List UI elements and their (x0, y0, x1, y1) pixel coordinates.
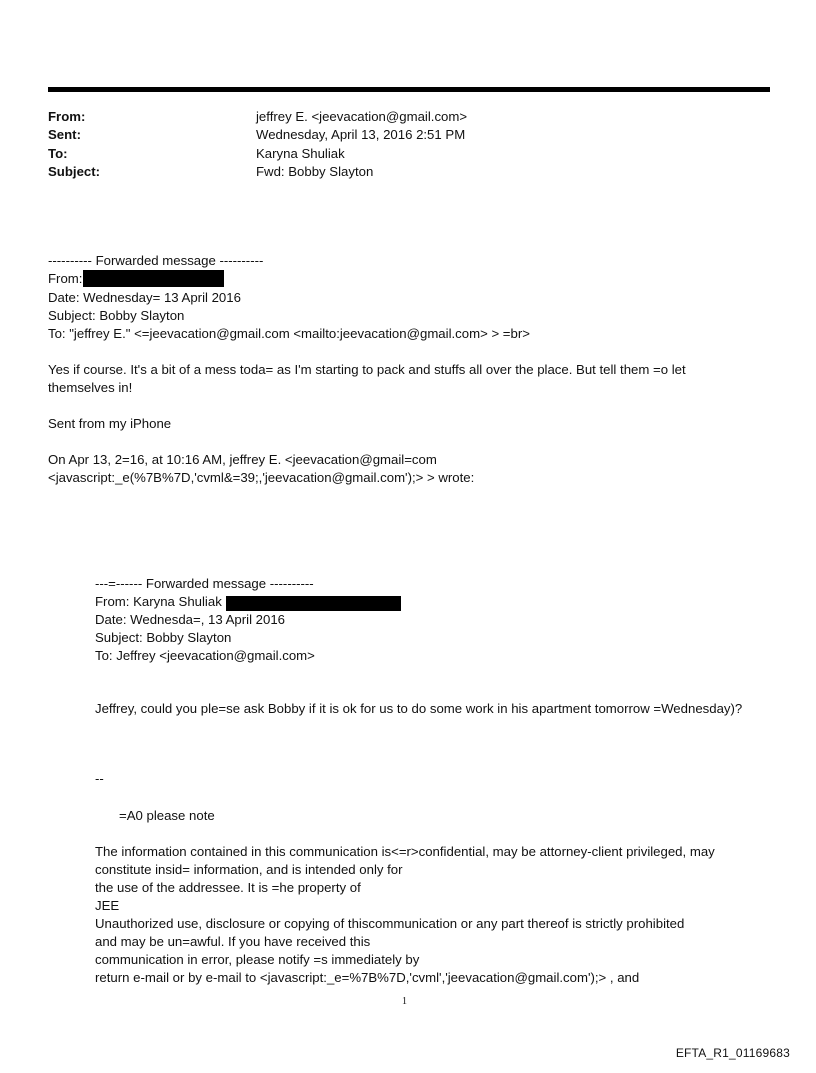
forward-from: From: Karyna Shuliak (95, 594, 222, 609)
disclaimer-line: return e-mail or by e-mail to <javascript:_e=%7B%7D,'cvml','jeevacation@gmail.com');> , and (95, 970, 640, 985)
forward-to: To: "jeffrey E." <=jeevacation@gmail.com <mailto:jeevacation@gmail.com> > =br> (48, 326, 530, 341)
to-label: To: (48, 146, 68, 161)
quote-header-line: On Apr 13, 2=16, at 10:16 AM, jeffrey E. <jeevacation@gmail=com (48, 452, 437, 467)
message-body-line: Yes if course. It's a bit of a mess toda= as I'm starting to pack and stuffs all over the place. But tell them =o let (48, 362, 686, 377)
disclaimer-line: and may be un=awful. If you have received this (95, 934, 371, 949)
forward-subject: Subject: Bobby Slayton (95, 630, 232, 645)
sent-label: Sent: (48, 127, 81, 142)
redaction-box (83, 270, 224, 287)
quote-header-line: <javascript:_e(%7B%7D,'cvml&=39;,'jeevacation@gmail.com');> > wrote: (48, 470, 475, 485)
message-body: Jeffrey, could you ple=se ask Bobby if it is ok for us to do some work in his apartment tomorrow =Wednesday)? (95, 701, 743, 716)
forward-date: Date: Wednesday= 13 April 2016 (48, 290, 241, 305)
from-label: From: (48, 109, 86, 124)
disclaimer-line: Unauthorized use, disclosure or copying of thiscommunication or any part thereof is strictly prohibited (95, 916, 685, 931)
disclaimer-line: constitute insid= information, and is intended only for (95, 862, 403, 877)
subject-value: Fwd: Bobby Slayton (256, 164, 374, 179)
to-value: Karyna Shuliak (256, 146, 345, 161)
disclaimer-line: JEE (95, 898, 120, 913)
forward-divider: ---=------ Forwarded message ---------- (95, 576, 314, 591)
message-signature: Sent from my iPhone (48, 416, 172, 431)
forward-divider: ---------- Forwarded message ---------- (48, 253, 264, 268)
forward-subject: Subject: Bobby Slayton (48, 308, 185, 323)
forward-date: Date: Wednesda=, 13 April 2016 (95, 612, 286, 627)
header-rule (48, 87, 770, 92)
subject-label: Subject: (48, 164, 101, 179)
disclaimer-line: The information contained in this communication is<=r>confidential, may be attorney-client privileged, may (95, 844, 715, 859)
disclaimer-line: the use of the addressee. It is =he property of (95, 880, 361, 895)
redaction-box (226, 596, 401, 611)
disclaimer-line: communication in error, please notify =s immediately by (95, 952, 420, 967)
note-line: =A0 please note (119, 808, 215, 823)
message-body-line: themselves in! (48, 380, 133, 395)
page-number: 1 (402, 996, 407, 1007)
document-id: EFTA_R1_01169683 (675, 1046, 790, 1060)
from-value: jeffrey E. <jeevacation@gmail.com> (256, 109, 468, 124)
signature-separator: -- (95, 771, 104, 786)
sent-value: Wednesday, April 13, 2016 2:51 PM (256, 127, 466, 142)
forward-from: From: (48, 271, 83, 286)
forward-to: To: Jeffrey <jeevacation@gmail.com> (95, 648, 315, 663)
